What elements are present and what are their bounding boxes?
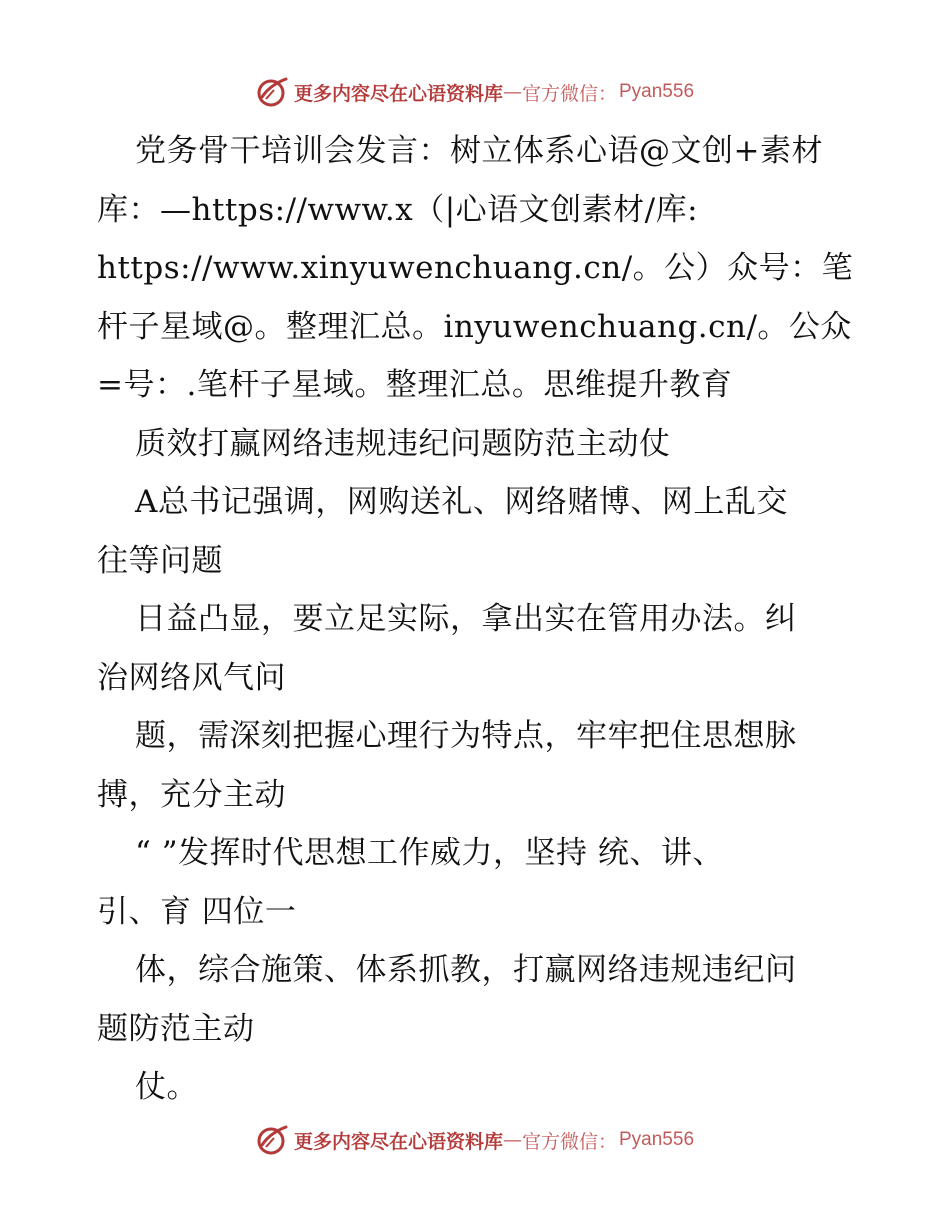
banner-wechat-id: Pyan556 bbox=[619, 1129, 695, 1150]
text-line-17: 仗。 bbox=[135, 1069, 198, 1105]
header-watermark-banner bbox=[0, 72, 950, 112]
banner-wechat-id: Pyan556 bbox=[619, 81, 695, 102]
text-line-14: 引、育 四位一 bbox=[97, 893, 297, 930]
text-line-8: 往等问题 bbox=[97, 542, 223, 579]
document-body bbox=[97, 122, 857, 1117]
text-line-6: 质效打赢网络违规违纪问题防范主动仗 bbox=[135, 425, 671, 462]
banner-sub-text: 官方微信： bbox=[521, 1130, 617, 1153]
brush-logo-icon bbox=[256, 1123, 290, 1157]
banner-sub-text: 官方微信： bbox=[521, 82, 617, 105]
text-line-9: 日益凸显，要立足实际，拿出实在管用办法。纠 bbox=[135, 601, 797, 637]
text-line-16: 题防范主动 bbox=[97, 1010, 255, 1047]
text-line-10: 治网络风气问 bbox=[97, 659, 286, 696]
text-line-2: 库：—https://www.x（|心语文创素材/库: bbox=[97, 191, 699, 228]
brush-logo-icon bbox=[256, 75, 290, 109]
banner-dash: — bbox=[502, 1129, 522, 1151]
text-line-7: A总书记强调，网购送礼、网络赌博、网上乱交 bbox=[135, 484, 788, 520]
text-line-3: https://www.xinyuwenchuang.cn/。公）众号：笔 bbox=[97, 250, 854, 286]
text-line-5: =号：.笔杆子星域。整理汇总。思维提升教育 bbox=[97, 367, 733, 403]
text-line-13: “ ”发挥时代思想工作威力，坚持 统、讲、 bbox=[135, 835, 724, 871]
text-line-15: 体，综合施策、体系抓教，打赢网络违规违纪问 bbox=[135, 952, 797, 988]
text-line-12: 搏，充分主动 bbox=[97, 776, 286, 813]
footer-watermark-banner bbox=[0, 1120, 950, 1160]
banner-dash: — bbox=[502, 81, 522, 103]
text-line-4: 杆子星域@。整理汇总。inyuwenchuang.cn/。公众 bbox=[97, 308, 852, 345]
banner-main-text: 更多内容尽在心语资料库 bbox=[293, 1130, 503, 1153]
text-line-11: 题，需深刻把握心理行为特点，牢牢把住思想脉 bbox=[135, 718, 797, 754]
text-line-1: 党务骨干培训会发言：树立体系心语@文创+素材 bbox=[135, 133, 823, 169]
banner-main-text: 更多内容尽在心语资料库 bbox=[293, 82, 503, 105]
